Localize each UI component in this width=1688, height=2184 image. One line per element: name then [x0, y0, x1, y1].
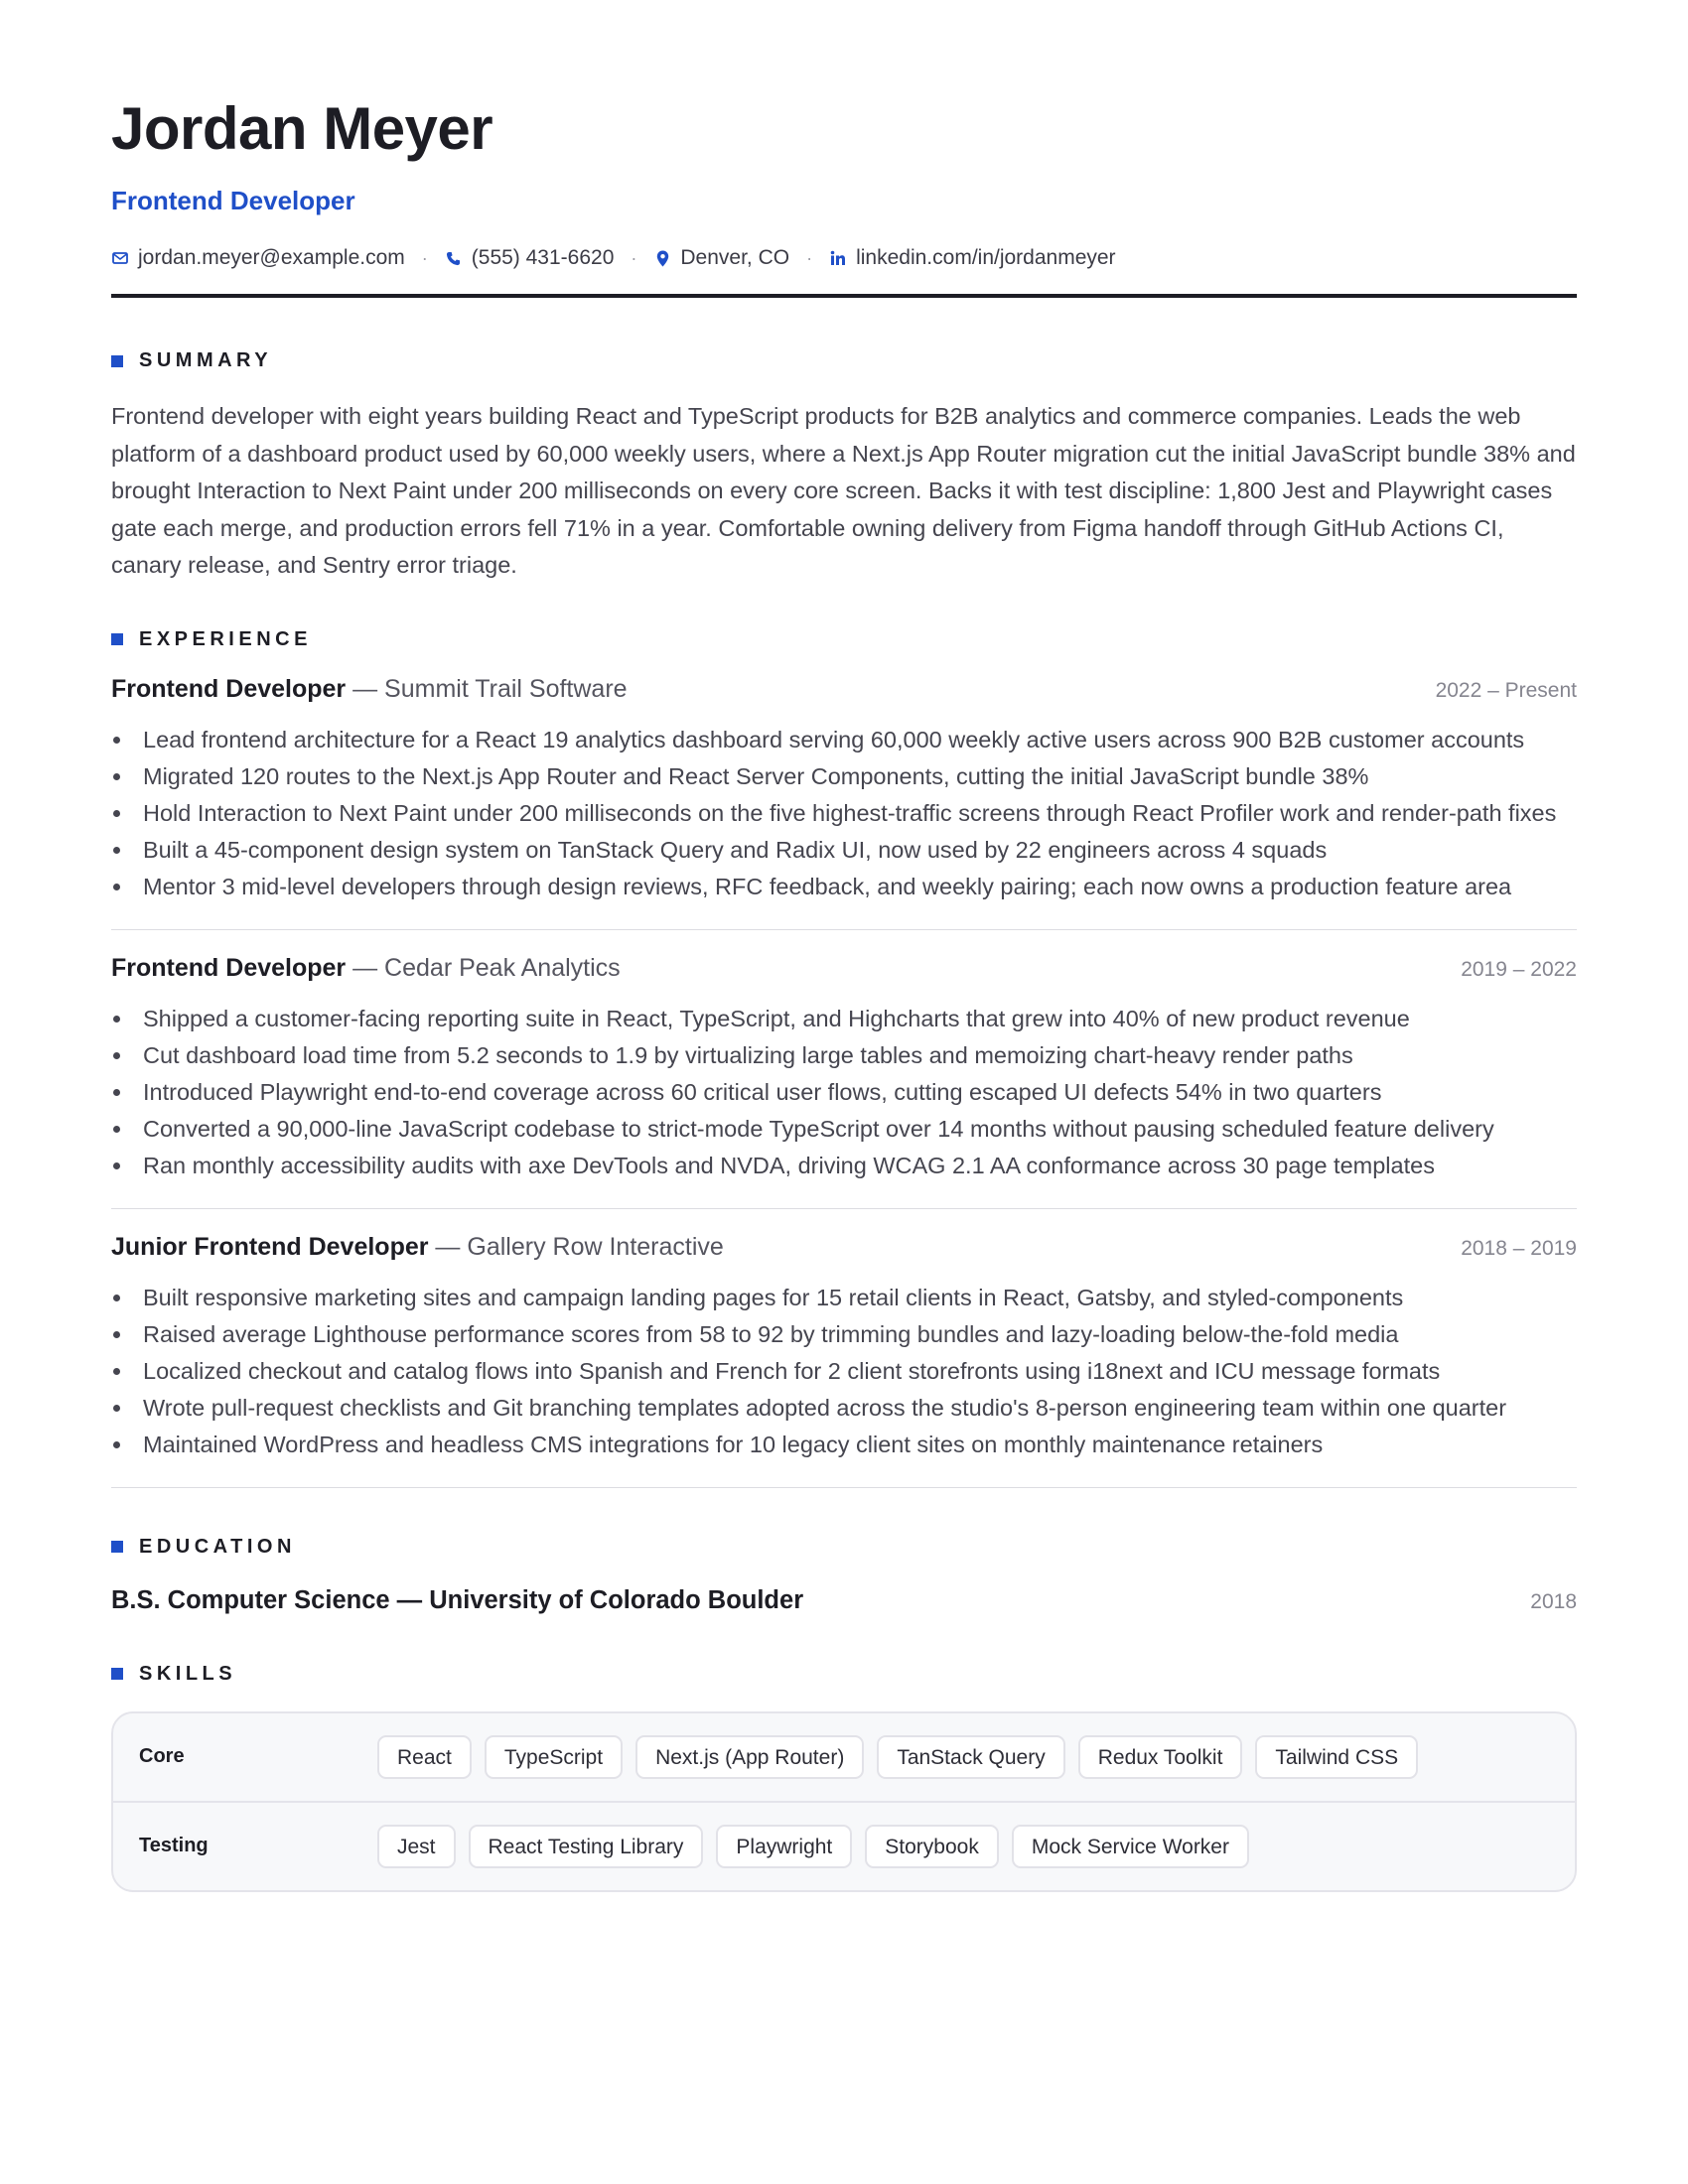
job-dates: 2018 – 2019 [1461, 1236, 1577, 1260]
education-section [111, 1536, 1577, 1615]
contact-phone[interactable] [445, 244, 615, 272]
job-company: — Gallery Row Interactive [428, 1232, 724, 1261]
location-pin-icon [653, 249, 671, 267]
skill-chip: Redux Toolkit [1078, 1735, 1243, 1779]
summary-section [111, 349, 1577, 585]
graduation-year: 2018 [1530, 1589, 1577, 1613]
job-entry [111, 675, 1577, 930]
skill-row [113, 1713, 1575, 1801]
skill-row [113, 1801, 1575, 1890]
job-bullet: Hold Interaction to Next Paint under 200 milliseconds on the five highest-traffic screens through React Profiler work and render-path fixes [111, 795, 1577, 832]
contact-separator: · [421, 248, 428, 268]
email-text: jordan.meyer@example.com [138, 246, 405, 269]
skill-chip: React Testing Library [469, 1825, 704, 1868]
job-bullets [111, 1280, 1577, 1463]
skill-chip: Storybook [865, 1825, 999, 1868]
header-divider [111, 294, 1577, 298]
phone-text: (555) 431-6620 [471, 246, 615, 269]
section-heading [111, 628, 1577, 651]
job-title: Junior Frontend Developer [111, 1232, 429, 1261]
section-marker-icon [111, 633, 123, 645]
phone-icon [445, 249, 463, 267]
job-bullet: Mentor 3 mid-level developers through design reviews, RFC feedback, and weekly pairing; each now owns a production feature area [111, 869, 1577, 905]
section-marker-icon [111, 355, 123, 367]
job-bullets [111, 722, 1577, 905]
contact-separator: · [806, 248, 813, 268]
job-entry [111, 954, 1577, 1209]
resume-header [111, 95, 1577, 298]
job-bullet: Localized checkout and catalog flows into Spanish and French for 2 client storefronts using i18next and ICU message formats [111, 1353, 1577, 1390]
contact-email[interactable] [111, 244, 405, 272]
section-heading [111, 349, 1577, 372]
skill-chip: Mock Service Worker [1012, 1825, 1249, 1868]
section-title: SUMMARY [139, 349, 273, 371]
candidate-role: Frontend Developer [111, 186, 355, 215]
experience-section [111, 628, 1577, 1488]
skill-chip: Playwright [716, 1825, 852, 1868]
skill-chip: Tailwind CSS [1255, 1735, 1418, 1779]
job-dates: 2019 – 2022 [1461, 957, 1577, 981]
skill-chip: TanStack Query [877, 1735, 1064, 1779]
degree-text: B.S. Computer Science — University of Colorado Boulder [111, 1585, 804, 1614]
contact-line [111, 244, 1577, 272]
skill-category: Core [139, 1745, 185, 1767]
skill-chip: TypeScript [485, 1735, 623, 1779]
section-title: EDUCATION [139, 1535, 296, 1558]
skill-chip: React [377, 1735, 472, 1779]
section-marker-icon [111, 1668, 123, 1680]
skill-chips [377, 1825, 1262, 1868]
job-header [111, 1233, 1577, 1262]
contact-location [653, 244, 789, 272]
skill-chips [377, 1735, 1431, 1779]
job-bullet: Converted a 90,000-line JavaScript codebase to strict-mode TypeScript over 14 months without pausing scheduled feature delivery [111, 1111, 1577, 1148]
job-title: Frontend Developer [111, 674, 347, 703]
skill-category: Testing [139, 1835, 209, 1856]
job-bullet: Maintained WordPress and headless CMS integrations for 10 legacy client sites on monthly maintenance retainers [111, 1427, 1577, 1463]
summary-text: Frontend developer with eight years building React and TypeScript products for B2B analytics and commerce companies. Leads the web platform of a dashboard product used by 60,000 weekly users, where a Next.js App Router migration cut the initial JavaScript bundle 38% and brought Interaction to Next Paint under 200 milliseconds on every core screen. Backs it with test discipline: 1,800 Jest and Playwright cases gate each merge, and production errors fell 71% in a year. Comfortable owning delivery from Figma handoff through GitHub Actions CI, canary release, and Sentry error triage. [111, 403, 1576, 578]
job-bullet: Ran monthly accessibility audits with axe DevTools and NVDA, driving WCAG 2.1 AA conformance across 30 page templates [111, 1148, 1577, 1184]
contact-linkedin[interactable] [829, 244, 1115, 272]
job-divider [111, 1208, 1577, 1209]
skill-chip: Jest [377, 1825, 456, 1868]
job-bullet: Built responsive marketing sites and campaign landing pages for 15 retail clients in React, Gatsby, and styled-components [111, 1280, 1577, 1316]
job-company: — Summit Trail Software [346, 674, 628, 703]
job-divider [111, 1487, 1577, 1488]
section-title: EXPERIENCE [139, 627, 312, 650]
job-bullet: Built a 45-component design system on TanStack Query and Radix UI, now used by 22 engineers across 4 squads [111, 832, 1577, 869]
linkedin-text: linkedin.com/in/jordanmeyer [856, 246, 1116, 269]
job-bullet: Lead frontend architecture for a React 19 analytics dashboard serving 60,000 weekly active users across 900 B2B customer accounts [111, 722, 1577, 758]
linkedin-icon [829, 249, 847, 267]
job-bullet: Raised average Lighthouse performance scores from 58 to 92 by trimming bundles and lazy-loading below-the-fold media [111, 1316, 1577, 1353]
job-bullet: Introduced Playwright end-to-end coverage across 60 critical user flows, cutting escaped UI defects 54% in two quarters [111, 1074, 1577, 1111]
section-heading [111, 1663, 1577, 1686]
job-bullet: Shipped a customer-facing reporting suite in React, TypeScript, and Highcharts that grew into 40% of new product revenue [111, 1001, 1577, 1037]
contact-separator: · [631, 248, 637, 268]
job-bullets [111, 1001, 1577, 1184]
job-divider [111, 929, 1577, 930]
skills-table [111, 1711, 1577, 1892]
job-bullet: Migrated 120 routes to the Next.js App Router and React Server Components, cutting the initial JavaScript bundle 38% [111, 758, 1577, 795]
section-title: SKILLS [139, 1662, 237, 1685]
skills-section [111, 1663, 1577, 1892]
section-marker-icon [111, 1541, 123, 1553]
job-dates: 2022 – Present [1435, 678, 1577, 702]
skill-chip: Next.js (App Router) [635, 1735, 864, 1779]
job-bullet: Wrote pull-request checklists and Git branching templates adopted across the studio's 8-person engineering team within one quarter [111, 1390, 1577, 1427]
job-header [111, 954, 1577, 983]
location-text: Denver, CO [680, 246, 790, 269]
education-entry [111, 1586, 1577, 1615]
candidate-name: Jordan Meyer [111, 95, 493, 162]
job-company: — Cedar Peak Analytics [346, 953, 621, 982]
job-header [111, 675, 1577, 704]
job-entry [111, 1233, 1577, 1488]
job-bullet: Cut dashboard load time from 5.2 seconds to 1.9 by virtualizing large tables and memoizing chart-heavy render paths [111, 1037, 1577, 1074]
section-heading [111, 1536, 1577, 1559]
job-title: Frontend Developer [111, 953, 347, 982]
mail-icon [111, 249, 129, 267]
